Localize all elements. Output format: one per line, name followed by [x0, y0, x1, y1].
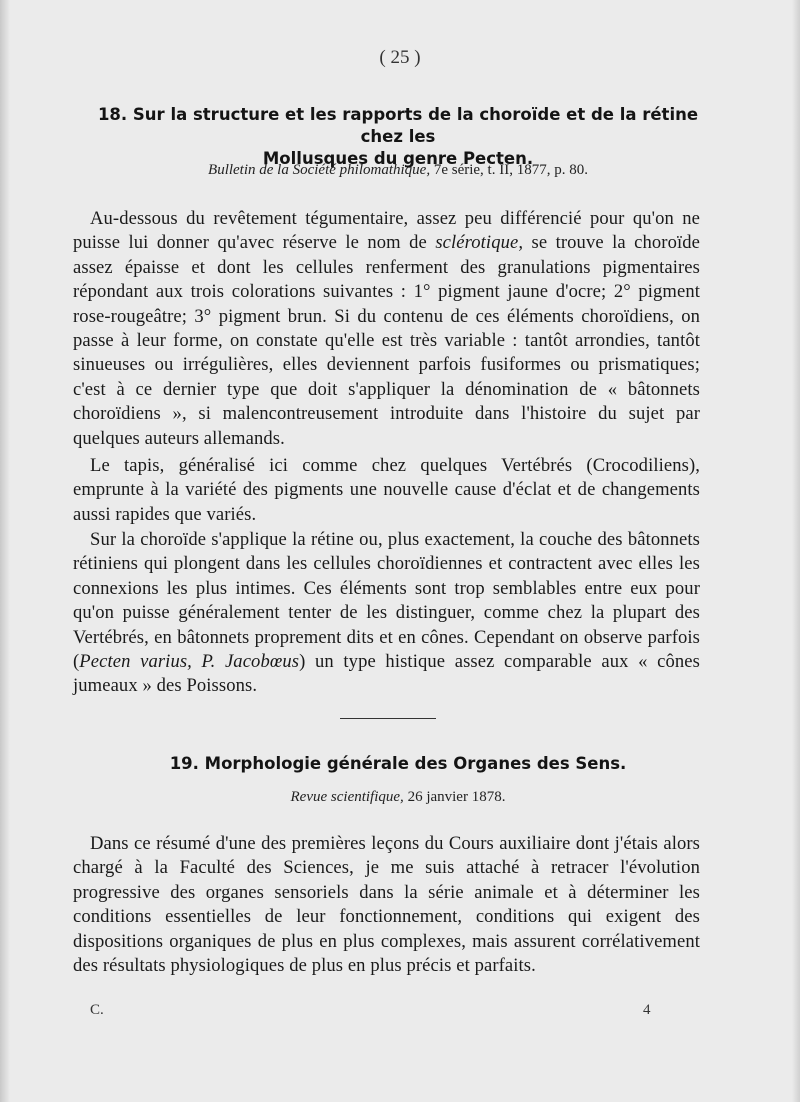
section-18-paragraph-1: [73, 207, 700, 451]
section-18-title: [88, 104, 708, 170]
section-18-source: [88, 162, 708, 179]
scan-edge-left: [0, 0, 10, 1102]
section-18-paragraph-3: [73, 528, 700, 699]
scan-edge-right: [792, 0, 800, 1102]
section-19-paragraph-1: Dans ce résumé d'une des premières leçons du Cours auxiliaire dont j'étais alors chargé à la Faculté des Sciences, je me suis attaché à retracer l'évolution progressive des organes sensoriels dans la série animale et à déterminer les conditions essentielles de leur fonctionnement, conditions qui exigent des dispositions organiques de plus en plus complexes, mais assurent corrélativement des résultats physiologiques de plus en plus précis et parfaits.: [73, 833, 700, 977]
footer-sheet-number: 4: [643, 1002, 651, 1018]
section-18-source-journal: Bulletin de la Société philomathique,: [208, 162, 431, 178]
paragraph-text: Sur la choroïde s'applique la rétine ou, plus exactement, la couche des bâtonnets rétiniens qui plongent dans les cellules choroïdiennes et contractent avec elles les connexions les plus intimes. Ces éléments sont trop semblables entre eux pour qu'on puisse généralement tenter de les distinguer, comme chez la plupart des Vertébrés, en bâtonnets proprement dits et en cônes. Cependant on observe parfois (: [73, 529, 700, 673]
paragraph-italic-species: Pecten varius, P. Jacobœus: [79, 651, 300, 673]
page-number: ( 25 ): [379, 47, 421, 68]
section-19-title: 19. Morphologie générale des Organes des Sens.: [169, 754, 627, 773]
footer-signature-mark: C.: [90, 1002, 104, 1018]
paragraph-text: ) un type histique assez comparable aux « cônes jumeaux » des Poissons.: [73, 651, 700, 697]
section-18-source-details: 7e série, t. II, 1877, p. 80.: [430, 162, 588, 178]
section-divider: [340, 718, 436, 719]
section-18-paragraph-2: Le tapis, généralisé ici comme chez quelques Vertébrés (Crocodiliens), emprunte à la variété des pigments une nouvelle cause d'éclat et de changements aussi rapides que variés.: [73, 455, 700, 525]
section-19-source-journal: Revue scientifique,: [290, 789, 404, 805]
paragraph-italic-term: sclérotique,: [435, 232, 524, 254]
section-19-source: [88, 789, 708, 806]
paragraph-text: Au-dessous du revêtement tégumentaire, assez peu différencié pour qu'on ne puisse lui donner qu'avec réserve le nom de: [73, 208, 700, 254]
section-19-source-details: 26 janvier 1878.: [403, 789, 506, 805]
paragraph-text: se trouve la choroïde assez épaisse et dont les cellules renferment des granulations pigmentaires répondant aux trois colorations suivantes : 1° pigment jaune d'ocre; 2° pigment rose-rougeâtre; 3° pigment brun. Si du contenu de ces éléments choroïdiens, on passe à leur forme, on constate qu'elle est très variable : tantôt arrondies, tantôt sinueuses ou irrégulières, elles deviennent parfois fusiformes ou prismatiques; c'est à ce dernier type que doit s'appliquer la dénomination de « bâtonnets choroïdiens », si malencontreusement introduite dans l'histoire du sujet par quelques auteurs allemands.: [73, 232, 700, 449]
section-18-title-line1: 18. Sur la structure et les rapports de la choroïde et de la rétine chez les: [97, 105, 699, 146]
section-18-title-line2: Mollusques du genre Pecten.: [262, 149, 534, 168]
